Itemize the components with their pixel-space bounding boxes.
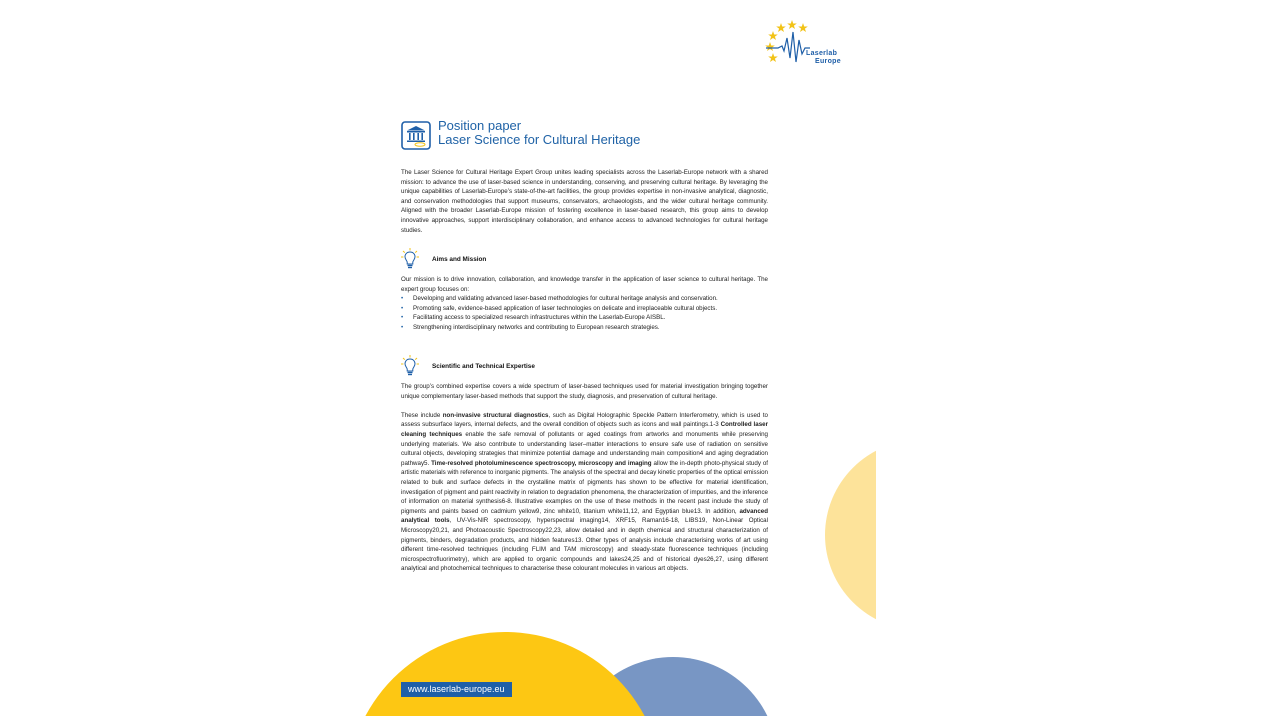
- lightbulb-icon: [401, 355, 419, 377]
- expertise-paragraph-1: The group’s combined expertise covers a wide spectrum of laser-based techniques used for material investigation bringing together unique complementary laser-based methods that support the study, diagnosis, and preservation of cultural heritage.: [401, 383, 768, 400]
- expertise-emphasis: Time-resolved photoluminescence spectroscopy, microscopy and imaging: [431, 459, 652, 467]
- expertise-emphasis: advanced analytical tools: [401, 507, 768, 525]
- aims-bullet-item: • Strengthening interdisciplinary networks and contributing to European research strategies.: [401, 323, 768, 333]
- aims-section: [401, 275, 768, 333]
- expertise-text: These include: [401, 411, 443, 419]
- aims-lead: Our mission is to drive innovation, collaboration, and knowledge transfer in the application of laser science to cultural heritage. The expert group focuses on:: [401, 276, 768, 293]
- expertise-heading: Scientific and Technical Expertise: [432, 363, 535, 370]
- aims-heading: Aims and Mission: [432, 256, 487, 263]
- pale-yellow-circle: [825, 440, 876, 630]
- intro-text: The Laser Science for Cultural Heritage Expert Group unites leading specialists across the Laserlab-Europe network with a shared mission: to advance the use of laser-based science in understanding, conserving, and preserving cultural heritage. By leveraging the unique capabilities of Laserlab-Europe’s state-of-the-art facilities, the group provides expertise in non-invasive analytical, diagnostic, and conservation methodologies that support museums, conservators, archaeologists, and the wider cultural heritage community. Aligned with the broader Laserlab-Europe mission of fostering excellence in laser-based research, this group aims to develop innovative approaches, support interdisciplinary collaboration, and enhance access to advanced technologies for cultural heritage studies.: [401, 169, 768, 234]
- expertise-emphasis: non-invasive structural diagnostics: [442, 411, 549, 419]
- document-page: [365, 0, 876, 716]
- expertise-paragraph-2: [401, 411, 768, 574]
- logo-wordmark: [806, 50, 841, 66]
- expertise-text: , UV-Vis-NIR spectroscopy, hyperspectral imaging14, XRF15, Raman16-18, LIBS19, Non-Linear Optical Microscopy20,21, and Photoacoustic Spectroscopy22,23, allow detailed and in depth chemical and structural characterization of pigments, binders, degradation products, and hidden features13. Other types of analysis include characterising works of art using different time-resolved techniques (including FLIM and TAM microscopy) and steady-state fluorescence techniques (including microspectrofluorimetry), which are applied to organic compounds and lakes24,25 and of historical dyes26,27, using different analytical and photochemical techniques to characterise these colourant molecules in various art objects.: [401, 517, 768, 573]
- expertise-emphasis: Controlled laser cleaning techniques: [401, 421, 768, 438]
- intro-paragraph: [401, 168, 768, 235]
- museum-building-icon: [401, 121, 431, 150]
- decorative-shapes: [365, 0, 876, 716]
- logo-name-line1: Laserlab: [806, 50, 838, 57]
- expertise-section: [401, 382, 768, 574]
- title-kicker: Position paper: [438, 118, 522, 133]
- aims-bullet-item: • Facilitating access to specialized research infrastructures within the Laserlab-Europe AISBL.: [401, 313, 768, 323]
- logo-name-line2: Europe: [815, 58, 841, 65]
- expertise-text: , such as Digital Holographic Speckle Pattern Interferometry, which is used to assess subsurface layers, internal defects, and the overall condition of objects such as icons and wall paintings.1-3: [401, 411, 768, 429]
- expertise-text: enable the safe removal of pollutants or aged coatings from artworks and monuments while preserving underlying materials. We also contribute to understanding laser–matter interactions to ensure safe use of radiation on sensitive cultural objects, developing strategies that minimize potential damage and understanding main composition4 and aging degradation pathway5.: [401, 430, 768, 467]
- expertise-text: allow the in-depth photo-physical study of artistic materials with reference to inorganic pigments. The analysis of the spectral and decay kinetic properties of the optical emission related to bulk and surface defects in the crystalline matrix of pigments has shown to be effective for material identification, investigation of pigment and paint reactivity in relation to degradation phenomena, the characterization of impurities, and the inference of information on material synthesis6-8. Illustrative examples on the use of these methods in the recent past include the study of pigments and paints based on cadmium yellow9, zinc white10, titanium white11,12, and Egyptian blue13. In addition,: [401, 459, 768, 515]
- aims-bullet-list: [401, 294, 768, 332]
- page-title: [438, 119, 640, 147]
- aims-bullet-item: • Developing and validating advanced laser-based methodologies for cultural heritage analysis and conservation.: [401, 294, 768, 304]
- lightbulb-icon: [401, 248, 419, 270]
- website-link[interactable]: www.laserlab-europe.eu: [401, 682, 512, 697]
- title-main: Laser Science for Cultural Heritage: [438, 132, 641, 147]
- aims-bullet-item: • Promoting safe, evidence-based application of laser technologies on delicate and irreplaceable cultural objects.: [401, 304, 768, 314]
